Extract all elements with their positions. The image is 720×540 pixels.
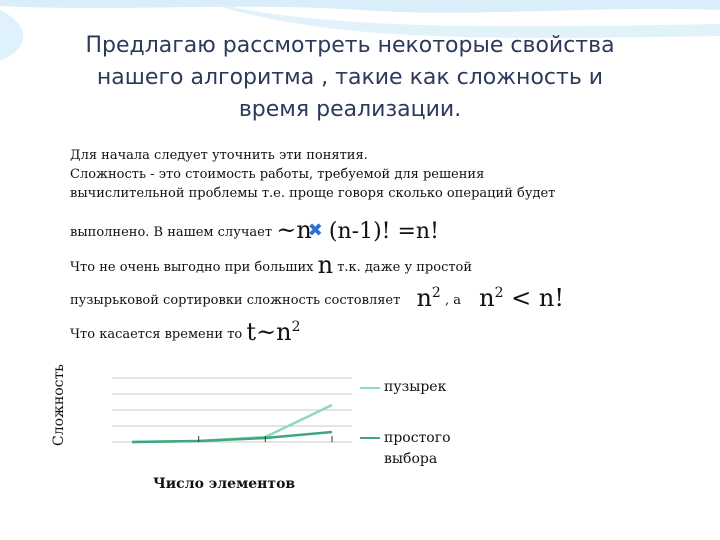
formula-inequality: $n^2 < n$! <box>479 284 564 312</box>
time-line <box>70 318 301 346</box>
formula-factorial: (n-1)! =n! <box>328 219 439 244</box>
legend-swatch-bubble <box>360 387 380 389</box>
slide-title <box>20 30 680 126</box>
chart-x-label: Число элементов <box>153 476 296 492</box>
chart-y-label: Сложность <box>51 364 67 446</box>
formula-n-squared: $n^2$ <box>416 284 441 312</box>
legend-swatch-selection <box>360 437 380 439</box>
formula-time: $t\sim n^2$ <box>246 318 301 346</box>
formula-n: ~n <box>276 216 312 244</box>
title-line-2: нашего алгоритма , такие как сложность и <box>96 65 604 90</box>
formula-n-large: n <box>317 251 334 279</box>
text-comma-a: , а <box>444 293 461 308</box>
text-line-1: Для начала следует уточнить эти понятия. <box>70 148 368 163</box>
title-line-1: Предлагаю рассмотреть некоторые свойства <box>85 33 615 58</box>
legend-label-bubble: пузырек <box>384 379 447 395</box>
multiply-x-icon: ✖ <box>307 220 323 241</box>
intro-paragraph <box>70 146 670 203</box>
text-line-6: пузырьковой сортировки сложность состовляет <box>70 293 401 308</box>
series-line-selection <box>132 432 332 442</box>
text-line-5-rest: т.к. даже у простой <box>337 260 473 275</box>
large-n-line <box>70 251 472 279</box>
text-line-7: Что касается времени то <box>70 327 243 342</box>
text-line-5: Что не очень выгодно при больших <box>70 260 314 275</box>
bubble-complexity-line <box>70 284 564 312</box>
series-line-bubble <box>132 405 332 442</box>
text-line-3: вычислительной проблемы т.е. проще говоря сколько операций будет <box>70 186 556 201</box>
title-line-3: время реализации. <box>238 97 462 122</box>
formula-line <box>70 216 439 244</box>
text-line-4: выполнено. В нашем случает <box>70 225 273 240</box>
text-line-2: Сложность - это стоимость работы, требуемой для решения <box>70 167 485 182</box>
legend-label-selection: простого выбора <box>384 430 451 467</box>
complexity-chart <box>110 372 370 462</box>
